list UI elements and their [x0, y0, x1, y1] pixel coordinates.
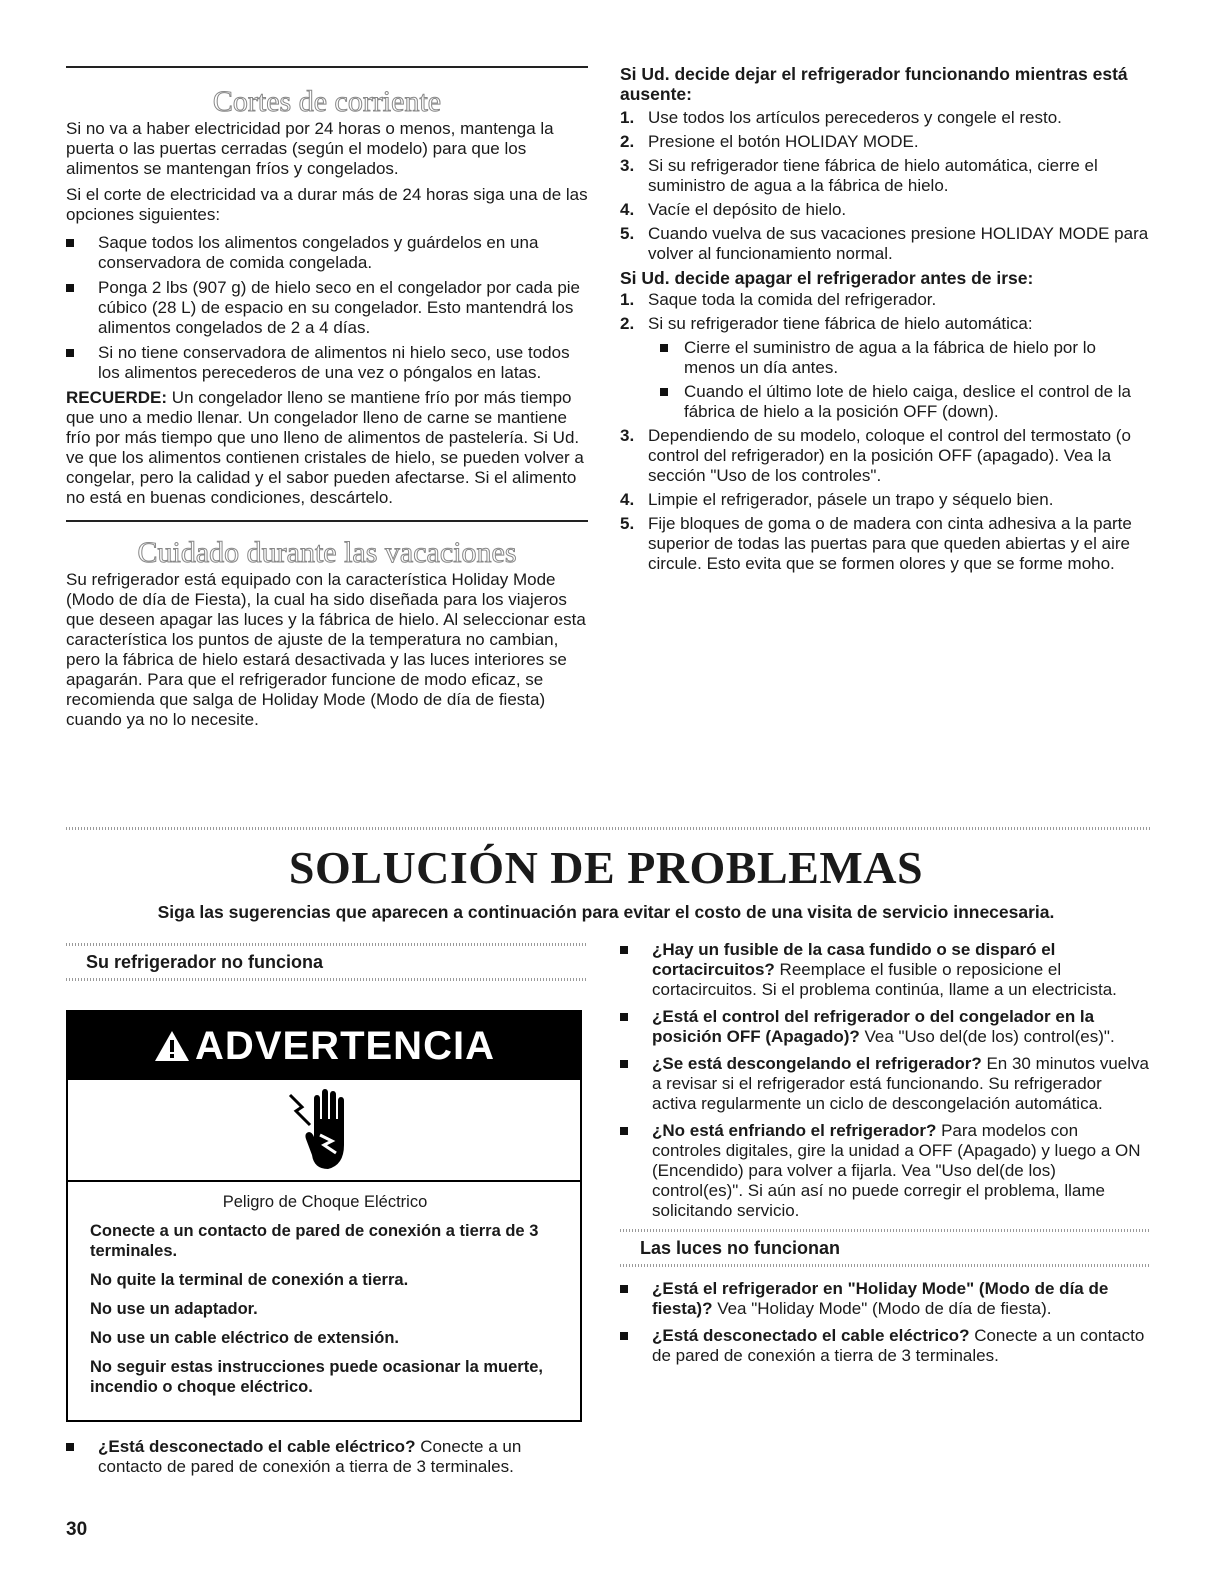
ice-maker-sublist	[648, 338, 1150, 422]
power-paragraph-1: Si no va a haber electricidad por 24 horas o menos, mantenga la puerta o las puertas cerradas (según el modelo) para que los alimentos se mantengan fríos y congelados.	[66, 119, 554, 178]
list-item: 3. Dependiendo de su modelo, coloque el control del termostato (o control del refrigerador) en la posición OFF (apagado). Vea la sección "Uso de los controles".	[620, 426, 1131, 485]
bullet-icon	[660, 388, 668, 396]
list-item: ¿Hay un fusible de la casa fundido o se disparó el cortacircuitos? Reemplace el fusible o reposicione el cortacircuitos. Si el problema continúa, llame a un electricista.	[620, 940, 1150, 1000]
vacation-paragraph: Su refrigerador está equipado con la característica Holiday Mode (Modo de día de Fiesta), la cual ha sido diseñada para los viajeros que deseen apagar las luces y la fábrica de hielo. Al seleccionar esta característica los puntos de ajuste de la temperatura no cambian, pero la fábrica de hielo estará desactivada y las luces interiores se apagarán. Para que el refrigerador funcione de modo eficaz, se recomienda que salga de Holiday Mode (Modo de día de fiesta) cuando ya no lo necesite.	[66, 570, 586, 729]
shock-hazard-graphic	[68, 1080, 580, 1182]
vacation-heading: Cuidado durante las vacaciones	[137, 536, 517, 569]
page-title: SOLUCIÓN DE PROBLEMAS	[288, 842, 924, 893]
remember-paragraph: RECUERDE: Un congelador lleno se mantiene frío por más tiempo que uno a medio llenar. Un congelador lleno de carne se mantiene frío por más tiempo que uno lleno de alimentos de pastelería. Si Ud. ve que los alimentos contienen cristales de hielo, se pueden volver a congelar, pero la calidad y el sabor pueden afectarse. Si el alimento no está en buenas condiciones, descártelo.	[66, 388, 584, 507]
away-heading: Si Ud. decide dejar el refrigerador funcionando mientras está ausente:	[620, 64, 1128, 104]
not-working-list-continued	[620, 940, 1150, 1221]
bullet-icon	[66, 284, 74, 292]
hazard-title: Peligro de Choque Eléctrico	[222, 1193, 428, 1211]
not-working-section	[66, 943, 588, 981]
list-item: ¿Se está descongelando el refrigerador? En 30 minutos vuelva a revisar si el refrigerador está funcionando. Su refrigerador activa regularmente un ciclo de descongelación automática.	[620, 1054, 1150, 1114]
left-column-top	[66, 66, 588, 730]
bullet-icon	[660, 344, 668, 352]
bullet-icon	[66, 1443, 74, 1451]
warning-line: No seguir estas instrucciones puede ocasionar la muerte, incendio o choque eléctrico.	[90, 1358, 543, 1396]
lights-list	[620, 1279, 1150, 1366]
list-item: 5. Fije bloques de goma o de madera con cinta adhesiva a la parte superior de todas las puertas para que queden abiertas y el aire circule. Esto evita que se formen olores y que se forme moho.	[620, 514, 1132, 573]
warning-line: No use un adaptador.	[90, 1300, 258, 1318]
not-working-list	[66, 1437, 588, 1477]
list-item: Saque todos los alimentos congelados y guárdelos en una conservadora de comida congelada.	[66, 233, 588, 273]
section-divider	[66, 66, 588, 68]
warning-line: No quite la terminal de conexión a tierra.	[90, 1271, 409, 1289]
list-item: ¿Está el refrigerador en "Holiday Mode" (Modo de día de fiesta)? Vea "Holiday Mode" (Modo de día de fiesta).	[620, 1279, 1150, 1319]
list-item: Si no tiene conservadora de alimentos ni hielo seco, use todos los alimentos perecederos de una vez o póngalos en latas.	[66, 343, 588, 383]
bullet-icon	[620, 1127, 628, 1135]
page-subtitle: Siga las sugerencias que aparecen a continuación para evitar el costo de una visita de servicio innecesaria.	[157, 902, 1055, 922]
bullet-icon	[620, 1332, 628, 1340]
power-options-list	[66, 233, 588, 383]
power-paragraph-2: Si el corte de electricidad va a durar más de 24 horas siga una de las opciones siguientes:	[66, 185, 588, 224]
warning-line: Conecte a un contacto de pared de conexión a tierra de 3 terminales.	[90, 1222, 539, 1260]
left-bottom-bullets	[66, 1437, 588, 1482]
warning-banner	[68, 1012, 580, 1080]
bullet-icon	[620, 946, 628, 954]
warning-label: ADVERTENCIA	[195, 1024, 495, 1068]
list-item: 1. Use todos los artículos perecederos y congele el resto.	[620, 108, 1062, 127]
list-item: 2. Si su refrigerador tiene fábrica de hielo automática: Cierre el suministro de agua a la fábrica de hielo por lo menos un día antes. Cuando el último lote de hielo caiga, deslice el control de la fábrica de hielo a la posición OFF (down).	[620, 314, 1150, 422]
right-column-top	[620, 64, 1150, 578]
list-item: 4. Vacíe el depósito de hielo.	[620, 200, 847, 219]
away-steps	[620, 108, 1150, 264]
section-divider	[620, 1264, 1150, 1267]
not-working-heading: Su refrigerador no funciona	[86, 952, 324, 972]
warning-text	[68, 1182, 580, 1397]
bullet-icon	[620, 1285, 628, 1293]
warning-line: No use un cable eléctrico de extensión.	[90, 1329, 400, 1347]
list-item: 4. Limpie el refrigerador, pásele un trapo y séquelo bien.	[620, 490, 1054, 509]
right-bottom-column	[620, 940, 1150, 1371]
bullet-icon	[620, 1060, 628, 1068]
list-item: ¿Está desconectado el cable eléctrico? Conecte a un contacto de pared de conexión a tierra de 3 terminales.	[66, 1437, 588, 1477]
list-item: 2. Presione el botón HOLIDAY MODE.	[620, 132, 919, 151]
list-item: ¿Está desconectado el cable eléctrico? Conecte a un contacto de pared de conexión a tierra de 3 terminales.	[620, 1326, 1150, 1366]
warning-triangle-icon	[153, 1029, 191, 1063]
list-item: 3. Si su refrigerador tiene fábrica de hielo automática, cierre el suministro de agua a la fábrica de hielo.	[620, 156, 1098, 195]
list-item: Ponga 2 lbs (907 g) de hielo seco en el congelador por cada pie cúbico (28 L) de espacio en su congelador. Esto mantendrá los alimentos congelados de 2 a 4 días.	[66, 278, 588, 338]
section-divider	[66, 978, 588, 981]
bullet-icon	[66, 239, 74, 247]
list-item: ¿Está el control del refrigerador o del congelador en la posición OFF (Apagado)? Vea "Uso del(de los) control(es)".	[620, 1007, 1150, 1047]
section-divider	[66, 520, 588, 522]
power-outage-heading: Cortes de corriente	[212, 85, 442, 118]
turn-off-steps	[620, 290, 1150, 574]
section-divider	[66, 827, 1150, 830]
list-item: ¿No está enfriando el refrigerador? Para modelos con controles digitales, gire la unidad a OFF (Apagado) y luego a ON (Encendido) para volver a fijarla. Vea "Uso del(de los) control(es)". Si aún así no puede corregir el problema, llame solicitando servicio.	[620, 1121, 1150, 1221]
page-number: 30	[66, 1519, 88, 1540]
list-item: Cuando el último lote de hielo caiga, deslice el control de la fábrica de hielo a la posición OFF (down).	[648, 382, 1150, 422]
list-item: 1. Saque toda la comida del refrigerador.	[620, 290, 937, 309]
turn-off-heading: Si Ud. decide apagar el refrigerador antes de irse:	[620, 268, 1034, 288]
lights-heading: Las luces no funcionan	[640, 1238, 841, 1258]
list-item: Cierre el suministro de agua a la fábrica de hielo por lo menos un día antes.	[648, 338, 1150, 378]
warning-box	[66, 1010, 582, 1422]
bullet-icon	[620, 1013, 628, 1021]
list-item: 5. Cuando vuelva de sus vacaciones presione HOLIDAY MODE para volver al funcionamiento normal.	[620, 224, 1149, 263]
bullet-icon	[66, 349, 74, 357]
electric-shock-hand-icon	[284, 1085, 364, 1175]
